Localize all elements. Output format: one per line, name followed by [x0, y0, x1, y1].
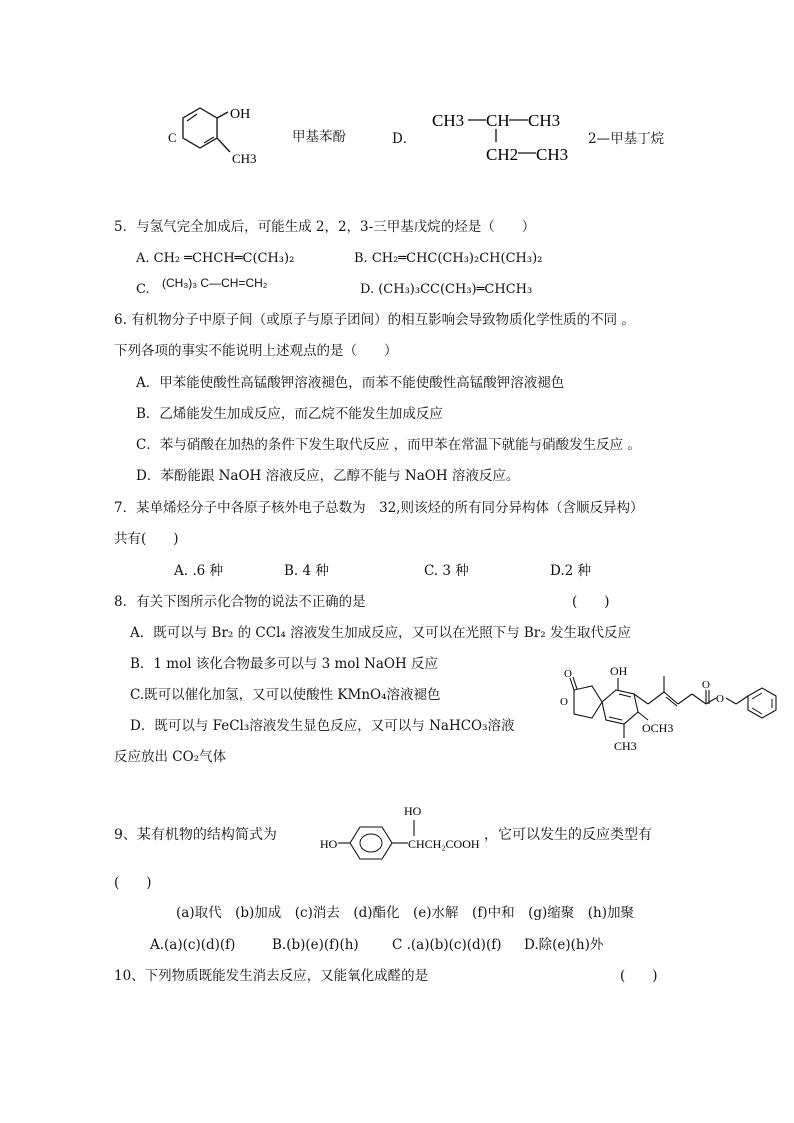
ester-carbonyl-o: O	[702, 679, 710, 691]
struct-oh-label: OH	[230, 107, 251, 122]
q5-option-a: A. CH₂ ═CHCH═C(CH₃)₂	[136, 251, 295, 266]
q9-option-b: B.(b)(e)(f)(h)	[272, 937, 359, 953]
option-d-prefix: D．	[392, 131, 417, 147]
q7-option-d: D.2 种	[550, 563, 592, 579]
q9-answer-paren: ( )	[114, 875, 152, 891]
q8-stem: 8．有关下图所示化合物的说法不正确的是	[114, 594, 366, 610]
struct-c-label: C	[168, 130, 177, 145]
q6-option-c: C．苯与硝酸在加热的条件下发生取代反应 ，而甲苯在常温下就能与硝酸发生反应 。	[136, 437, 641, 453]
q9-reaction-types: (a)取代 (b)加成 (c)消去 (d)酯化 (e)水解 (f)中和 (g)缩聚 (h)加聚	[176, 905, 634, 921]
ch3-left: CH3	[432, 111, 465, 130]
ch-center: CH	[486, 111, 510, 130]
q9-stem-suffix: ，它可以发生的反应类型有	[484, 827, 652, 843]
ch2-bottom: CH2	[486, 145, 519, 164]
mol-ch3-label: CH3	[614, 739, 637, 753]
q8-option-b: B．1 mol 该化合物最多可以与 3 mol NaOH 反应	[130, 656, 439, 672]
q5-option-d: D. (CH₃)₃CC(CH₃)═CHCH₃	[360, 282, 533, 297]
q6-option-d: D．苯酚能跟 NaOH 溶液反应，乙醇不能与 NaOH 溶液反应。	[136, 468, 520, 484]
q9-option-a: A.(a)(c)(d)(f)	[150, 937, 236, 953]
methylbutane-structure	[428, 104, 588, 166]
q9-ho-top: HO	[404, 804, 422, 818]
q7-option-b: B. 4 种	[284, 563, 329, 579]
q5-stem: 5．与氢气完全加成后，可能生成 2，2，3-三甲基戊烷的烃是（ ）	[114, 219, 536, 235]
q8-option-d-line1: D．既可以与 FeCl₃溶液发生显色反应，又可以与 NaHCO₃溶液	[130, 718, 515, 734]
q9-option-d: D.除(e)(h)外	[524, 937, 604, 953]
q7-stem-line2: 共有( )	[114, 531, 179, 547]
q8-option-a: A．既可以与 Br₂ 的 CCl₄ 溶液发生加成反应，又可以在光照下与 Br₂ 发生取代反应	[130, 625, 631, 641]
option-d-name: 2—甲基丁烷	[588, 131, 665, 147]
q9-ho-left: HO	[320, 837, 338, 851]
lactone-carbonyl-o: O	[564, 668, 572, 680]
ester-o: O	[716, 693, 724, 705]
q8-answer-paren: ( )	[572, 594, 610, 610]
q9-chain: CHCH₂COOH	[408, 837, 480, 851]
q6-option-a: A．甲苯能使酸性高锰酸钾溶液褪色，而苯不能使酸性高锰酸钾溶液褪色	[136, 375, 565, 391]
q9-option-c: C .(a)(b)(c)(d)(f)	[392, 937, 502, 953]
mol-och3-label: OCH3	[642, 721, 674, 735]
q5-option-b: B. CH₂═CHC(CH₃)₂CH(CH₃)₂	[354, 251, 543, 266]
q8-option-d-line2: 反应放出 CO₂气体	[114, 749, 227, 765]
q7-option-c: C. 3 种	[424, 563, 469, 579]
q9-stem-prefix: 9、某有机物的结构简式为	[114, 827, 277, 843]
struct-ch3-label: CH3	[232, 151, 257, 166]
methylphenol-structure	[160, 98, 270, 178]
q7-stem-line1: 7．某单烯烃分子中各原子核外电子总数为 32,则该烃的所有同分异构体（含顺反异构）	[114, 500, 644, 516]
q10-answer-paren: ( )	[620, 968, 658, 984]
lactone-ring-o: O	[560, 696, 568, 708]
q10-stem: 10、下列物质既能发生消去反应，又能氧化成醛的是	[114, 968, 429, 984]
ch3-bottom: CH3	[536, 145, 569, 164]
q6-option-b: B．乙烯能发生加成反应，而乙烷不能发生加成反应	[136, 406, 443, 422]
q6-stem-line1: 6. 有机物分子中原子间（或原子与原子团间）的相互影响会导致物质化学性质的不同 。	[114, 312, 635, 328]
mol-oh-label: OH	[610, 664, 628, 678]
q8-molecule-structure	[556, 664, 788, 760]
q8-option-c: C.既可以催化加氢，又可以使酸性 KMnO₄溶液褪色	[130, 687, 441, 703]
ch3-right: CH3	[528, 111, 561, 130]
option-c-name: 甲基苯酚	[292, 129, 346, 145]
q9-structure	[316, 800, 488, 862]
q7-option-a: A. .6 种	[174, 563, 224, 579]
q5-option-c-formula: (CH₃)₃ C—CH=CH₂	[162, 276, 268, 290]
q5-option-c-prefix: C.	[136, 282, 150, 297]
q6-stem-line2: 下列各项的事实不能说明上述观点的是（ ）	[114, 343, 398, 359]
